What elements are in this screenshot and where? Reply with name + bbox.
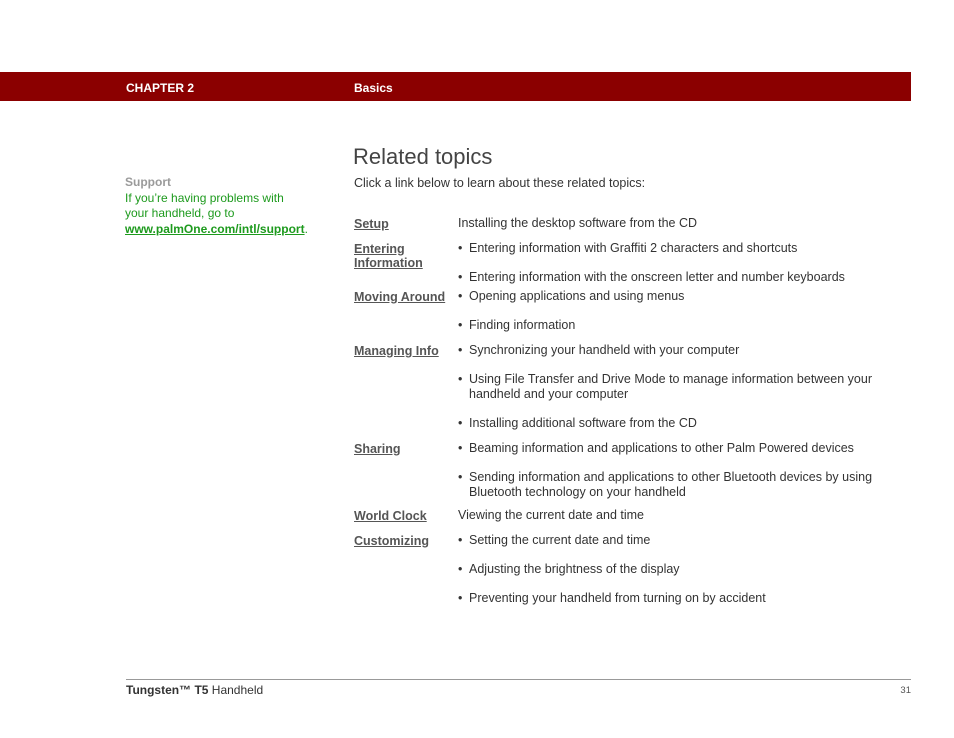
bullet-glyph: • xyxy=(458,562,463,576)
topic-item-text: Using File Transfer and Drive Mode to manage information between your handheld and your computer xyxy=(469,371,872,401)
topic-item-text: Preventing your handheld from turning on by accident xyxy=(469,591,766,605)
bullet-glyph: • xyxy=(458,288,463,303)
support-sidebar xyxy=(125,175,308,237)
bullet-glyph: • xyxy=(458,469,463,484)
topic-link[interactable]: World Clock xyxy=(354,508,427,523)
topic-link[interactable]: Sharing xyxy=(354,441,401,456)
page-title: Related topics xyxy=(353,144,493,169)
topic-description xyxy=(458,508,899,524)
bullet-glyph: • xyxy=(458,440,463,455)
bullet-glyph: • xyxy=(458,591,463,605)
intro-text: Click a link below to learn about these related topics: xyxy=(354,176,646,190)
topic-description xyxy=(458,441,899,500)
bullet-glyph: • xyxy=(458,240,463,255)
topic-summary: Viewing the current date and time xyxy=(458,507,644,522)
topic-description xyxy=(458,289,899,333)
bullet-glyph: • xyxy=(458,317,463,332)
topic-item-text: Synchronizing your handheld with your computer xyxy=(469,342,740,357)
topic-item-text: Sending information and applications to other Bluetooth devices by using Bluetooth technology on your handheld xyxy=(469,469,873,499)
topic-link[interactable]: Managing Info xyxy=(354,343,439,358)
topic-bullet-item xyxy=(458,470,899,500)
topic-description xyxy=(458,241,899,285)
topic-item-text: Installing additional software from the CD xyxy=(469,415,697,430)
footer-product-name xyxy=(126,683,263,697)
topic-item-text: Beaming information and applications to other Palm Powered devices xyxy=(469,440,854,455)
topic-row xyxy=(354,508,899,524)
topic-link[interactable]: Moving Around xyxy=(354,289,446,304)
topic-summary: Installing the desktop software from the CD xyxy=(458,216,698,230)
topic-row xyxy=(354,216,899,232)
topic-description xyxy=(458,343,899,431)
topic-item-text: Opening applications and using menus xyxy=(469,288,685,303)
topic-link[interactable]: Customizing xyxy=(354,534,429,548)
topic-bullet-item xyxy=(458,533,899,548)
chapter-label: CHAPTER 2 xyxy=(126,81,195,95)
page-number: 31 xyxy=(900,685,911,696)
footer-product-type: Handheld xyxy=(208,683,264,697)
topic-bullet-item xyxy=(458,289,899,304)
topic-row xyxy=(354,533,899,606)
bullet-glyph: • xyxy=(458,371,463,386)
topic-description xyxy=(458,533,899,606)
bullet-glyph: • xyxy=(458,415,463,430)
topic-item-text: Entering information with Graffiti 2 characters and shortcuts xyxy=(469,240,798,255)
support-description: If you’re having problems with your handheld, go to xyxy=(125,190,284,220)
topic-item-text: Entering information with the onscreen letter and number keyboards xyxy=(469,269,845,284)
topic-item-text: Adjusting the brightness of the display xyxy=(469,562,680,576)
topic-description xyxy=(458,216,899,232)
chapter-title: Basics xyxy=(354,81,393,95)
support-period: . xyxy=(304,221,308,236)
footer-product-model: Tungsten™ T5 xyxy=(126,683,209,697)
support-heading: Support xyxy=(125,175,171,189)
topic-bullet-item xyxy=(458,416,899,431)
support-link[interactable]: www.palmOne.com/intl/support xyxy=(125,221,305,236)
topic-bullet-item xyxy=(458,372,899,402)
footer-divider xyxy=(126,679,911,680)
bullet-glyph: • xyxy=(458,269,463,284)
topic-item-text: Finding information xyxy=(469,317,576,332)
topic-row xyxy=(354,241,899,285)
topic-link[interactable]: Entering Information xyxy=(354,241,423,270)
topic-bullet-item xyxy=(458,591,899,606)
topic-bullet-item xyxy=(458,270,899,285)
topic-bullet-item xyxy=(458,441,899,456)
related-topics-list xyxy=(354,216,899,606)
topic-row xyxy=(354,441,899,500)
topic-bullet-item xyxy=(458,343,899,358)
topic-link[interactable]: Setup xyxy=(354,217,389,231)
bullet-glyph: • xyxy=(458,342,463,357)
topic-bullet-item xyxy=(458,318,899,333)
topic-row xyxy=(354,343,899,431)
support-text xyxy=(125,190,308,238)
topic-bullet-item xyxy=(458,562,899,577)
topic-bullet-item xyxy=(458,241,899,256)
topic-item-text: Setting the current date and time xyxy=(469,533,651,547)
topic-row xyxy=(354,289,899,333)
bullet-glyph: • xyxy=(458,533,463,547)
